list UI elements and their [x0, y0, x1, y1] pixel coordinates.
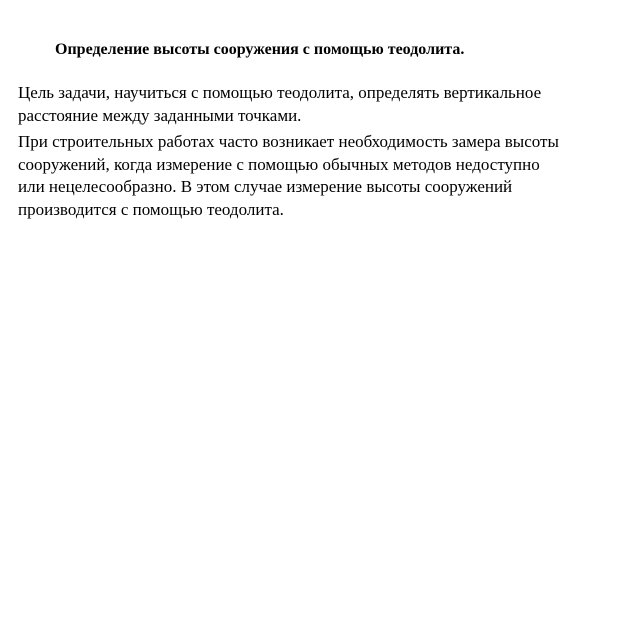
body-paragraph	[18, 131, 559, 221]
document-title: Определение высоты сооружения с помощью теодолита.	[55, 41, 465, 58]
text-line: или нецелесообразно. В этом случае измерение высоты сооружений	[18, 177, 513, 196]
text-line: сооружений, когда измерение с помощью обычных методов недоступно	[18, 154, 540, 174]
text-line: При строительных работах часто возникает необходимость замера высоты	[18, 132, 559, 151]
goal-paragraph	[18, 82, 541, 127]
text-line: расстояние между заданными точками.	[18, 105, 302, 125]
text-line: производится с помощью теодолита.	[18, 199, 284, 219]
text-line: Цель задачи, научиться с помощью теодолита, определять вертикальное	[18, 83, 542, 102]
